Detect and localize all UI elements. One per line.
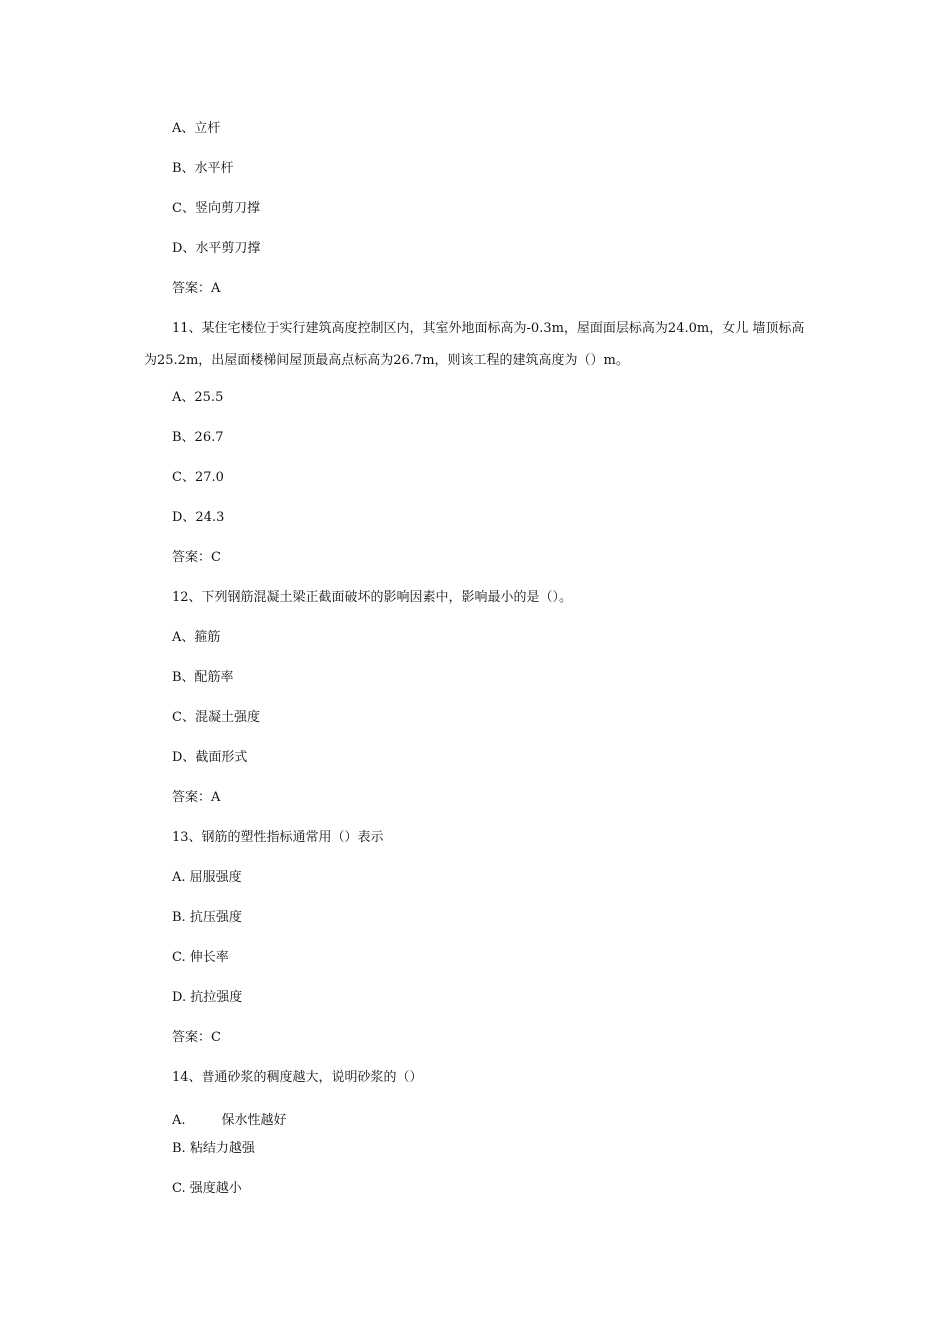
option-q13-c: C. 伸长率 [172,950,229,965]
option-q10-b: B、水平杆 [172,161,234,176]
answer-q13: 答案：C [172,1030,221,1045]
question-12-stem: 12、下列钢筋混凝土梁正截面破坏的影响因素中，影响最小的是（）。 [172,590,573,605]
option-q14-a-label: A. [172,1113,186,1128]
option-q11-d: D、24.3 [172,510,225,525]
option-q13-b: B. 抗压强度 [172,910,242,925]
option-q10-c: C、竖向剪刀撑 [172,201,260,216]
option-q11-a: A、25.5 [172,390,224,405]
option-q14-a [172,1113,287,1129]
option-q14-a-text: 保水性越好 [221,1113,287,1128]
option-q12-d: D、截面形式 [172,750,248,765]
option-q13-d: D. 抗拉强度 [172,990,243,1005]
option-q10-d: D、水平剪刀撑 [172,241,261,256]
option-q14-b: B. 粘结力越强 [172,1141,255,1156]
option-q12-c: C、混凝土强度 [172,710,260,725]
question-13-stem: 13、钢筋的塑性指标通常用（）表示 [172,830,384,845]
question-11-stem: 11、某住宅楼位于实行建筑高度控制区内，其室外地面标高为-0.3m，屋面面层标高为24.0m，女儿 墙顶标高为25.2m，出屋面楼梯间屋顶最高点标高为26.7m，则该工程的建筑高度为（）m。 [144,321,805,368]
option-q12-b: B、配筋率 [172,670,234,685]
option-q12-a: A、箍筋 [172,630,221,645]
option-q14-c: C. 强度越小 [172,1181,242,1196]
option-q11-b: B、26.7 [172,430,224,445]
option-q11-c: C、27.0 [172,470,224,485]
answer-q12: 答案：A [172,790,221,805]
question-14-stem: 14、普通砂浆的稠度越大，说明砂浆的（） [172,1070,423,1085]
option-q13-a: A. 屈服强度 [172,870,242,885]
option-q10-a: A、立杆 [172,121,221,136]
answer-q11: 答案：C [172,550,221,565]
answer-q10: 答案：A [172,281,221,296]
